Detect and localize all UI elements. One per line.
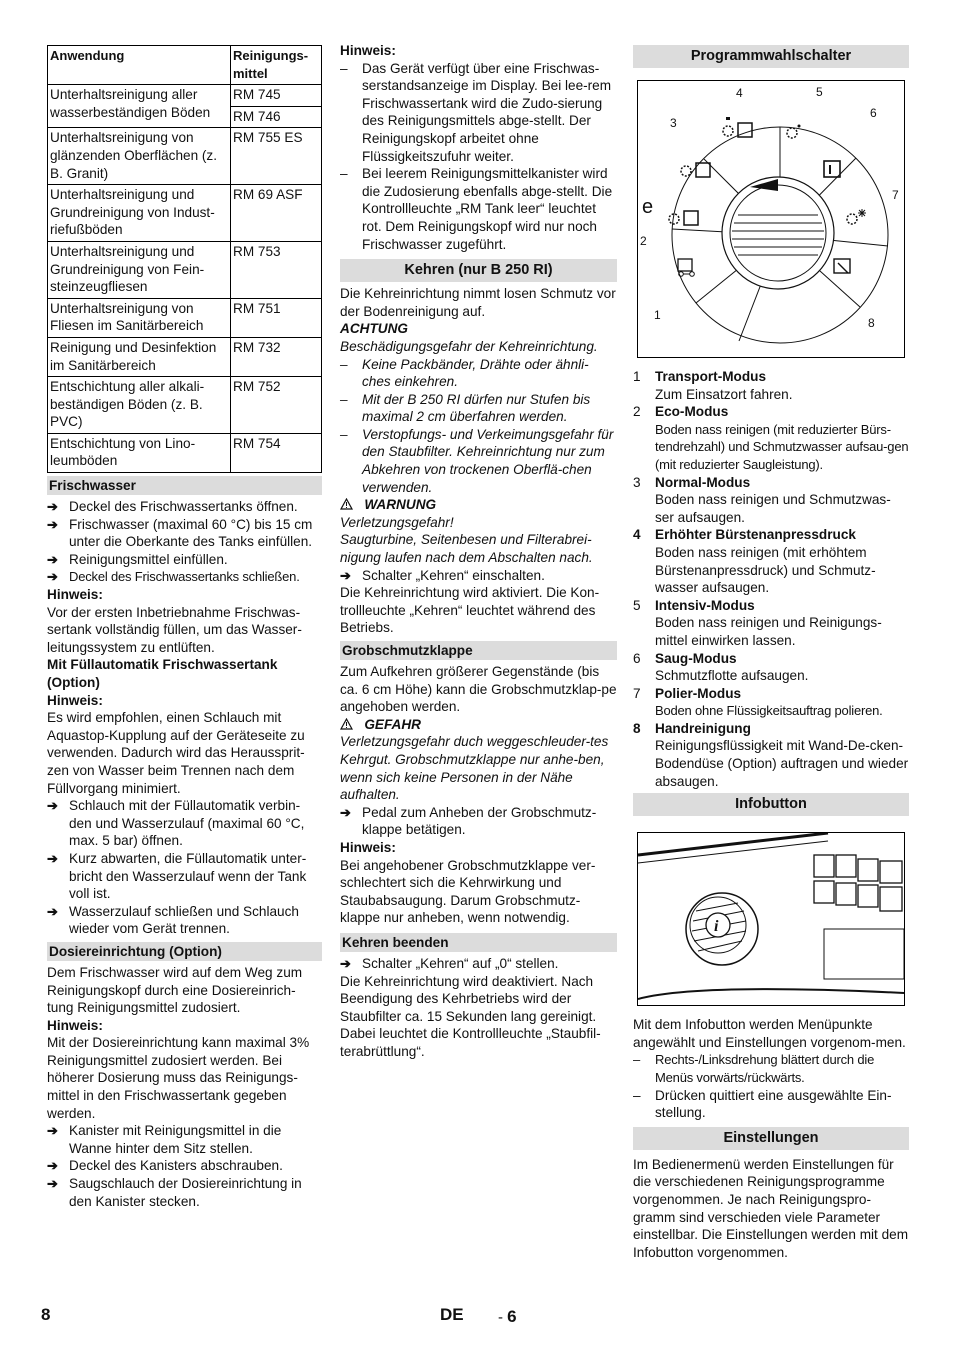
- figure-label: 4: [736, 86, 743, 100]
- mode-icon-transport: [678, 259, 694, 276]
- table-cell-agent: RM 752: [231, 377, 322, 434]
- instruction-step: ➔ Schalter „Kehren“ auf „0“ stellen.: [340, 955, 559, 971]
- arrow-right-icon: ➔: [340, 804, 351, 820]
- table-cell-application: Reinigung und Desinfektion im Sanitärbereich: [48, 337, 231, 376]
- arrow-right-icon: ➔: [47, 1123, 58, 1139]
- bullet-item: – Mit der B 250 RI dürfen nur Stufen bis maximal 2 cm überfahren werden.: [340, 391, 591, 425]
- mode-item: 3 Normal-Modus: [633, 474, 751, 490]
- arrow-right-icon: ➔: [47, 1158, 58, 1174]
- brand-logo: e: [642, 196, 654, 218]
- mode-icon-suction: [824, 161, 840, 177]
- table-cell-agent: RM 751: [231, 298, 322, 337]
- infobutton-diagram: [638, 833, 904, 1005]
- note-label: Hinweis:: [47, 692, 103, 708]
- page-number: 8: [41, 1305, 51, 1324]
- paragraph: Mit dem Infobutton werden Menüpunkte angewählt und Einstellungen vorgenom-men.: [633, 1017, 906, 1050]
- bullet-item: – Rechts-/Linksdrehung blättert durch die Menüs vorwärts/rückwärts.: [633, 1052, 875, 1086]
- bullet-item: – Bei leerem Reinigungsmittelkanister wird die Zudosierung ebenfalls abge-stellt. Die Kontrollleuchte „RM Tank leer“ leuchtet rot. Dem Reinigungskopf wird nur noch Frischwasser zugeführt.: [340, 166, 613, 252]
- note-label: Hinweis:: [340, 839, 396, 855]
- selector-knob: [722, 177, 834, 289]
- infobutton-figure: [637, 832, 905, 1006]
- table-header-application: Anwendung: [48, 46, 231, 85]
- table-row: [48, 185, 322, 242]
- warning-subtitle: Verletzungsgefahr!: [340, 514, 454, 530]
- instruction-step: ➔ Deckel des Kanisters abschrauben.: [47, 1158, 283, 1174]
- language-code: DE: [440, 1305, 464, 1324]
- cleaning-agent-table: [47, 45, 322, 473]
- instruction-step: ➔ Pedal zum Anheben der Grobschmutz-klappe betätigen.: [340, 804, 597, 838]
- table-row: [48, 128, 322, 185]
- mode-item: 5 Intensiv-Modus: [633, 597, 755, 613]
- table-cell-application: Unterhaltsreinigung und Grundreinigung von Fein-steinzeugfliesen: [48, 241, 231, 298]
- note-label: Hinweis:: [47, 587, 103, 603]
- section-heading-kehren-beenden: Kehren beenden: [340, 933, 617, 952]
- program-selector-figure: [637, 80, 905, 358]
- section-heading-kehren: Kehren (nur B 250 RI): [340, 259, 617, 282]
- table-row: [48, 298, 322, 337]
- mode-description: Boden nass reinigen und Reinigungs-mittel einwirken lassen.: [655, 615, 882, 648]
- bullet-item: – Das Gerät verfügt über eine Frischwas-serstandsanzeige im Display. Bei lee-rem Frischwassertank wird die Zudo-sierung des Reinigungsmittels abge-stellt. Der Reinigungskopf arbeitet ohne Flüssigkeitszufuhr weiter.: [340, 60, 612, 164]
- bullet-item: – Drücken quittiert eine ausgewählte Ein-stellung.: [633, 1087, 892, 1121]
- table-header-row: [48, 46, 322, 85]
- paragraph: Die Kehreinrichtung wird deaktiviert. Nach Beendigung des Kehrbetriebs wird der Staubfilter ca. 15 Sekunden lang gereinigt. Dabei leuchtet die Kontrollleuchte „Staubfil-terabrüttlung“.: [340, 973, 601, 1059]
- figure-label: 3: [670, 116, 677, 130]
- arrow-right-icon: ➔: [47, 516, 58, 532]
- danger-text: Verletzungsgefahr duch weggeschleuder-tes Kehrgut. Grobschmutzklappe nur anhe-ben, wenn sich keine Personen in der Nähe aufhalten.: [340, 734, 609, 803]
- bullet-item: – Verstopfungs- und Verkeimungsgefahr für den Staubfilter. Kehreinrichtung nur zum Abkehren von trockenen Oberflä-chen verwenden.: [340, 426, 614, 495]
- warning-triangle-icon: [340, 497, 357, 512]
- table-cell-application: Unterhaltsreinigung aller wasserbeständigen Böden: [48, 85, 231, 128]
- mode-item: 4 Erhöhter Bürstenanpressdruck: [633, 527, 856, 543]
- subsection-title: Mit Füllautomatik Frischwassertank (Option): [47, 657, 278, 690]
- arrow-right-icon: ➔: [340, 567, 351, 583]
- instruction-step: ➔ Schlauch mit der Füllautomatik verbin-den und Wasserzulauf (maximal 60 °C, max. 5 bar) öffnen.: [47, 798, 305, 849]
- mode-icon-hand-cleaning: [834, 259, 850, 273]
- figure-label: 1: [654, 308, 661, 322]
- table-cell-application: Unterhaltsreinigung von glänzenden Oberflächen (z. B. Granit): [48, 128, 231, 185]
- instruction-step: ➔ Reinigungsmittel einfüllen.: [47, 551, 228, 567]
- table-cell-agent: RM 755 ES: [231, 128, 322, 185]
- mode-item: 7 Polier-Modus: [633, 685, 742, 701]
- figure-label: 5: [816, 85, 823, 99]
- paragraph: Die Kehreinrichtung wird aktiviert. Die Kon-trollleuchte „Kehren“ leuchtet während des Betriebs.: [340, 585, 600, 636]
- note-text: Bei angehobener Grobschmutzklappe ver-schlechtert sich die Kehrwirkung und Staubabsaugung. Darum Grobschmutz-klappe nur anheben, wenn notwendig.: [340, 857, 596, 926]
- section-heading-dosier: Dosiereinrichtung (Option): [47, 942, 322, 961]
- warning-triangle-icon: [340, 717, 357, 732]
- mode-description: Zum Einsatzort fahren.: [655, 386, 793, 402]
- table-cell-agent: RM 754: [231, 433, 322, 472]
- mode-item: 1 Transport-Modus: [633, 369, 767, 384]
- bullet-item: – Keine Packbänder, Drähte oder ähnli-ches einkehren.: [340, 356, 589, 390]
- arrow-right-icon: ➔: [47, 551, 58, 567]
- arrow-right-icon: ➔: [47, 569, 58, 585]
- instruction-step: ➔ Kurz abwarten, die Füllautomatik unter-bricht den Wasserzulauf wenn der Tank voll ist.: [47, 850, 307, 902]
- table-row: [48, 377, 322, 434]
- note-text: Vor der ersten Inbetriebnahme Frischwas-sertank vollständig füllen, um das Wasser-leitungssystem zu entlüften.: [47, 604, 302, 655]
- section-heading-infobutton: Infobutton: [633, 793, 909, 816]
- instruction-step: ➔ Deckel des Frischwassertanks öffnen.: [47, 499, 298, 515]
- table-cell-application: Entschichtung aller alkali-beständigen Böden (z. B. PVC): [48, 377, 231, 434]
- paragraph: Die Kehreinrichtung nimmt losen Schmutz vor der Bodenreinigung auf.: [340, 286, 616, 319]
- table-row: [48, 241, 322, 298]
- mode-list: [633, 368, 909, 790]
- table-header-agent: Reinigungs- mittel: [231, 46, 322, 85]
- note-text: Mit der Dosiereinrichtung kann maximal 3% Reinigungsmittel zudosiert werden. Bei höherer Dosierung muss das Reinigungs-mittel in den Frischwassertank gegeben werden.: [47, 1035, 310, 1121]
- paragraph: Im Bedienermenü werden Einstellungen für die verschiedenen Reinigungsprogramme vorgenommen. Je nach Reinigungspro-gramm sind verschieden viele Parameter einstellbar. Die Einstellungen werden mit dem Infobutton vorgenommen.: [633, 1156, 909, 1260]
- mode-item: 8 Handreinigung: [633, 720, 751, 736]
- mode-description: Boden nass reinigen und Schmutzwas-ser aufsaugen.: [655, 492, 891, 525]
- display-window: [824, 929, 904, 979]
- table-cell-agent: RM 746: [231, 106, 322, 128]
- instruction-step: ➔ Saugschlauch der Dosiereinrichtung in den Kanister stecken.: [47, 1176, 302, 1209]
- paragraph: Dem Frischwasser wird auf dem Weg zum Reinigungskopf durch eine Dosiereinrich-tung Reinigungsmittel zudosiert.: [47, 964, 303, 1016]
- table-cell-agent: RM 745: [231, 85, 322, 107]
- mode-description: Boden ohne Flüssigkeitsauftrag polieren.: [655, 703, 883, 719]
- arrow-right-icon: ➔: [47, 850, 58, 866]
- mode-item: 2 Eco-Modus: [633, 404, 729, 420]
- column-left: [47, 42, 322, 1210]
- section-heading-frischwasser: Frischwasser: [47, 476, 322, 495]
- svg-text:i: i: [714, 918, 719, 936]
- instruction-step: ➔ Kanister mit Reinigungsmittel in die Wanne hinter dem Sitz stellen.: [47, 1123, 282, 1156]
- mode-icon-intensive: [787, 125, 801, 139]
- mode-icon-polish: [847, 209, 866, 224]
- mode-item: 6 Saug-Modus: [633, 650, 737, 666]
- section-heading-programmwahlschalter: Programmwahlschalter: [633, 45, 909, 68]
- paragraph: Zum Aufkehren größerer Gegenstände (bis ca. 6 cm Höhe) kann die Grobschmutzklap-pe angehoben werden.: [340, 664, 617, 715]
- mode-description: Schmutzflotte aufsaugen.: [655, 668, 809, 684]
- program-selector-diagram: [638, 81, 904, 357]
- danger-heading: GEFAHR: [340, 716, 617, 734]
- instruction-step: ➔ Deckel des Frischwassertanks schließen.: [47, 569, 300, 585]
- instruction-step: ➔ Wasserzulauf schließen und Schlauch wieder vom Gerät trennen.: [47, 903, 299, 937]
- table-cell-application: Unterhaltsreinigung von Fliesen im Sanitärbereich: [48, 298, 231, 337]
- figure-label: 2: [640, 234, 647, 248]
- arrow-right-icon: ➔: [47, 499, 58, 515]
- mode-icon-normal: [681, 163, 710, 177]
- caution-label: ACHTUNG: [340, 321, 408, 337]
- figure-label: 8: [868, 316, 875, 330]
- section-heading-einstellungen: Einstellungen: [633, 1127, 909, 1150]
- column-right: [633, 42, 909, 1261]
- figure-label: 7: [892, 188, 899, 202]
- table-row: [48, 85, 322, 107]
- mode-description: Reinigungsflüssigkeit mit Wand-De-cken-Bodendüse (Option) auftragen und wieder absaugen.: [655, 738, 909, 789]
- mode-description: Boden nass reinigen (mit reduzierter Bürs-tendrehzahl) und Schmutzwasser aufsau-gen (mit reduzierter Saugleistung).: [655, 421, 909, 472]
- column-middle: [340, 42, 617, 1060]
- mode-description: Boden nass reinigen (mit erhöhtem Bürstenanpressdruck) und Schmutz-wasser aufsaugen.: [655, 544, 876, 596]
- figure-label: 6: [870, 106, 877, 120]
- table-cell-agent: RM 753: [231, 241, 322, 298]
- table-cell-agent: RM 732: [231, 337, 322, 376]
- arrow-right-icon: ➔: [47, 1176, 58, 1192]
- arrow-right-icon: ➔: [47, 903, 58, 919]
- mode-icon-pressure: [723, 117, 752, 137]
- instruction-step: ➔ Schalter „Kehren“ einschalten.: [340, 567, 545, 583]
- note-label: Hinweis:: [340, 43, 396, 58]
- display-key-grid: [814, 855, 902, 911]
- instruction-step: ➔ Frischwasser (maximal 60 °C) bis 15 cm unter die Oberkante des Tanks einfüllen.: [47, 516, 313, 550]
- table-cell-application: Unterhaltsreinigung und Grundreinigung von Indust-riefußböden: [48, 185, 231, 242]
- warning-text: Saugturbine, Seitenbesen und Filterabrei-nigung laufen nach dem Abschalten nach.: [340, 532, 593, 566]
- arrow-right-icon: ➔: [340, 955, 351, 971]
- warning-heading: WARNUNG: [340, 496, 617, 514]
- table-row: [48, 433, 322, 472]
- note-label: Hinweis:: [47, 1017, 103, 1033]
- section-page-number: - 6: [498, 1307, 517, 1326]
- arrow-right-icon: ➔: [47, 798, 58, 814]
- section-heading-grobschmutzklappe: Grobschmutzklappe: [340, 641, 617, 660]
- caution-text: Beschädigungsgefahr der Kehreinrichtung.: [340, 338, 598, 354]
- note-text: Es wird empfohlen, einen Schlauch mit Aquastop-Kupplung auf der Geräteseite zu verwenden. Dadurch wird das Heraussprit-zen von Wasser beim Trennen nach dem Füllvorgang minimiert.: [47, 710, 305, 796]
- table-row: [48, 337, 322, 376]
- table-cell-agent: RM 69 ASF: [231, 185, 322, 242]
- table-cell-application: Entschichtung von Lino-leumböden: [48, 433, 231, 472]
